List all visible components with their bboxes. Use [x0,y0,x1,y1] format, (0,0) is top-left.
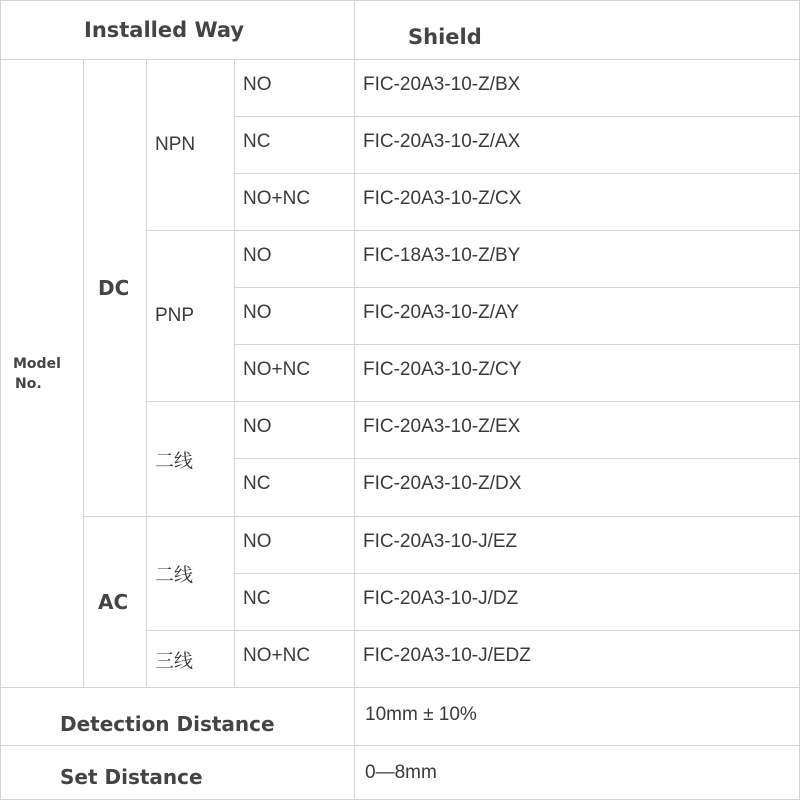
detection-distance-label: Detection Distance [60,711,275,736]
output-label: NC [243,131,271,152]
output-label: NO+NC [243,645,311,666]
detection-distance-value-cell [355,688,800,746]
model-cell [355,117,800,174]
header-installed-way [0,0,355,60]
model-number: FIC-20A3-10-Z/AX [363,131,521,152]
model-number: FIC-20A3-10-Z/BX [363,74,521,95]
type-npn-label: NPN [155,134,196,155]
header-installed-way-label: Installed Way [84,18,245,42]
model-number: FIC-20A3-10-J/DZ [363,588,519,609]
model-number: FIC-20A3-10-J/EZ [363,531,518,552]
header-shield-label: Shield [408,25,482,49]
model-number: FIC-20A3-10-Z/CY [363,359,522,380]
output-label: NO [243,416,272,437]
output-label: NO+NC [243,359,311,380]
model-cell [355,459,800,517]
output-cell [235,117,355,174]
model-cell [355,60,800,117]
header-shield [355,0,800,60]
model-number: FIC-20A3-10-Z/AY [363,302,519,323]
set-distance-label: Set Distance [60,764,203,789]
output-label: NC [243,588,271,609]
output-cell [235,288,355,345]
type-three-wire-ac-label: 三线 [155,650,194,672]
output-label: NO [243,74,272,95]
set-distance-label-cell [0,746,355,800]
model-number: FIC-18A3-10-Z/BY [363,245,521,266]
type-two-wire-dc-label: 二线 [155,450,194,472]
model-no-cell [0,60,84,688]
model-cell [355,402,800,459]
output-cell [235,231,355,288]
group-ac-label: AC [98,590,129,614]
model-cell [355,174,800,231]
model-number: FIC-20A3-10-Z/EX [363,416,521,437]
model-cell [355,517,800,574]
detection-distance-value: 10mm ± 10% [365,704,477,725]
output-cell [235,174,355,231]
group-dc-label: DC [98,276,130,300]
output-cell [235,517,355,574]
output-cell [235,402,355,459]
type-two-wire-ac-label: 二线 [155,565,194,586]
type-pnp [147,231,235,402]
model-number: FIC-20A3-10-Z/CX [363,188,522,209]
model-number: FIC-20A3-10-Z/DX [363,473,522,494]
output-label: NO [243,302,272,323]
model-no-label-line2: No. [15,375,42,392]
output-label: NC [243,473,271,494]
output-label: NO+NC [243,188,311,209]
model-cell [355,231,800,288]
model-cell [355,345,800,402]
type-two-wire-dc [147,402,235,517]
group-dc [84,60,147,517]
model-number: FIC-20A3-10-J/EDZ [363,645,531,666]
model-no-label-line1: Model [13,355,61,372]
set-distance-value: 0—8mm [365,762,437,783]
output-label: NO [243,531,272,552]
output-cell [235,345,355,402]
model-cell [355,288,800,345]
type-npn [147,60,235,231]
output-label: NO [243,245,272,266]
group-ac [84,517,147,688]
type-three-wire-ac [147,631,235,688]
set-distance-value-cell [355,746,800,800]
detection-distance-label-cell [0,688,355,746]
output-cell [235,60,355,117]
type-two-wire-ac [147,517,235,631]
model-cell [355,631,800,688]
output-cell [235,631,355,688]
output-cell [235,459,355,517]
type-pnp-label: PNP [155,305,195,326]
output-cell [235,574,355,631]
model-cell [355,574,800,631]
